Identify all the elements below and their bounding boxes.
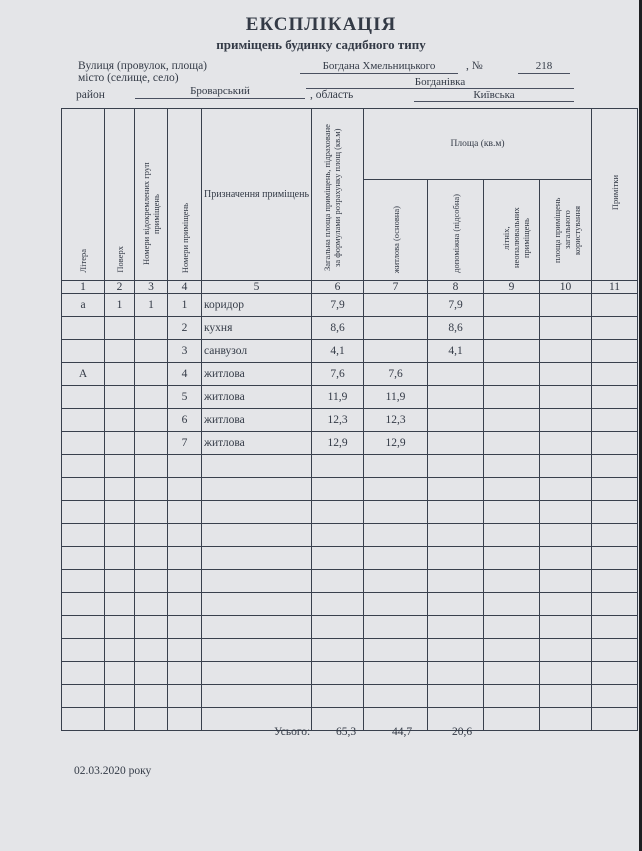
cell-notes — [592, 478, 638, 501]
cell-purpose — [202, 685, 312, 708]
cell-notes — [592, 455, 638, 478]
document-title: ЕКСПЛІКАЦІЯ — [245, 14, 397, 35]
empty-row — [62, 616, 638, 639]
cell-common-area — [540, 639, 592, 662]
cell-room — [168, 524, 202, 547]
col-living-label: житлова (основна) — [390, 205, 401, 273]
cell-purpose — [202, 455, 312, 478]
cell-summer-area — [484, 547, 540, 570]
cell-floor — [105, 432, 135, 455]
cell-floor — [105, 386, 135, 409]
column-number: 2 — [105, 281, 135, 294]
cell-group — [135, 524, 168, 547]
cell-room — [168, 478, 202, 501]
cell-common-area — [540, 593, 592, 616]
cell-litera — [62, 662, 105, 685]
cell-common-area — [540, 616, 592, 639]
cell-summer-area — [484, 616, 540, 639]
cell-living-area — [364, 685, 428, 708]
cell-notes — [592, 294, 638, 317]
cell-group — [135, 432, 168, 455]
cell-notes — [592, 501, 638, 524]
empty-row — [62, 524, 638, 547]
cell-summer-area — [484, 708, 540, 731]
col-living-header — [364, 180, 428, 281]
cell-notes — [592, 685, 638, 708]
col-group-header — [135, 109, 168, 281]
cell-total-area: 7,9 — [312, 294, 364, 317]
district-label: район — [76, 89, 105, 101]
cell-notes — [592, 547, 638, 570]
cell-litera — [62, 593, 105, 616]
area-group-label: Площа (кв.м) — [450, 139, 505, 149]
cell-purpose: житлова — [202, 432, 312, 455]
column-number: 11 — [592, 281, 638, 294]
header-row — [62, 109, 638, 180]
cell-floor — [105, 409, 135, 432]
table-row — [62, 340, 638, 363]
cell-floor — [105, 616, 135, 639]
cell-purpose: коридор — [202, 294, 312, 317]
number-value: 218 — [535, 60, 553, 72]
cell-room — [168, 593, 202, 616]
cell-aux-area — [428, 593, 484, 616]
cell-total-area — [312, 639, 364, 662]
district-underline — [135, 98, 305, 99]
cell-aux-area — [428, 547, 484, 570]
cell-group — [135, 685, 168, 708]
cell-aux-area — [428, 409, 484, 432]
cell-aux-area — [428, 639, 484, 662]
cell-room — [168, 455, 202, 478]
col-room-label: Номери приміщень — [179, 202, 190, 273]
cell-group — [135, 455, 168, 478]
cell-living-area — [364, 547, 428, 570]
cell-notes — [592, 662, 638, 685]
col-notes-header — [592, 109, 638, 281]
cell-aux-area: 4,1 — [428, 340, 484, 363]
cell-room: 1 — [168, 294, 202, 317]
col-notes-label: Примітки — [609, 175, 620, 211]
cell-floor — [105, 478, 135, 501]
cell-common-area — [540, 685, 592, 708]
cell-living-area — [364, 662, 428, 685]
cell-room — [168, 708, 202, 731]
cell-litera — [62, 616, 105, 639]
cell-total-area — [312, 593, 364, 616]
cell-floor — [105, 570, 135, 593]
cell-purpose — [202, 593, 312, 616]
cell-group — [135, 363, 168, 386]
cell-group — [135, 501, 168, 524]
document-date: 02.03.2020 року — [74, 765, 152, 777]
table-row — [62, 409, 638, 432]
col-litera-header — [62, 109, 105, 281]
cell-notes — [592, 386, 638, 409]
cell-living-area — [364, 501, 428, 524]
cell-common-area — [540, 432, 592, 455]
cell-group: 1 — [135, 294, 168, 317]
cell-floor — [105, 662, 135, 685]
cell-litera — [62, 386, 105, 409]
cell-purpose — [202, 639, 312, 662]
cell-purpose — [202, 524, 312, 547]
cell-group — [135, 317, 168, 340]
cell-floor — [105, 340, 135, 363]
cell-total-area — [312, 547, 364, 570]
cell-litera — [62, 455, 105, 478]
cell-litera — [62, 685, 105, 708]
cell-group — [135, 547, 168, 570]
col-room-header — [168, 109, 202, 281]
region-value: Київська — [473, 89, 515, 101]
cell-summer-area — [484, 409, 540, 432]
cell-notes — [592, 570, 638, 593]
table-row — [62, 432, 638, 455]
column-number: 1 — [62, 281, 105, 294]
cell-purpose — [202, 570, 312, 593]
cell-aux-area — [428, 524, 484, 547]
street-underline — [300, 73, 458, 74]
cell-room — [168, 639, 202, 662]
empty-row — [62, 593, 638, 616]
explication-table — [61, 108, 638, 731]
column-number: 10 — [540, 281, 592, 294]
number-label: , № — [466, 60, 483, 72]
cell-purpose — [202, 547, 312, 570]
cell-room — [168, 570, 202, 593]
empty-row — [62, 570, 638, 593]
cell-purpose: кухня — [202, 317, 312, 340]
cell-group — [135, 616, 168, 639]
cell-room: 3 — [168, 340, 202, 363]
cell-notes — [592, 524, 638, 547]
cell-summer-area — [484, 662, 540, 685]
cell-litera — [62, 501, 105, 524]
empty-row — [62, 455, 638, 478]
table-row — [62, 363, 638, 386]
cell-notes — [592, 708, 638, 731]
cell-room: 6 — [168, 409, 202, 432]
table-row — [62, 386, 638, 409]
cell-purpose — [202, 662, 312, 685]
cell-floor — [105, 501, 135, 524]
street-value: Богдана Хмельницького — [322, 60, 436, 72]
cell-common-area — [540, 363, 592, 386]
cell-total-area — [312, 685, 364, 708]
cell-living-area — [364, 455, 428, 478]
cell-purpose: житлова — [202, 363, 312, 386]
cell-notes — [592, 593, 638, 616]
cell-total-area: 8,6 — [312, 317, 364, 340]
cell-aux-area — [428, 685, 484, 708]
cell-notes — [592, 317, 638, 340]
cell-common-area — [540, 409, 592, 432]
cell-living-area — [364, 570, 428, 593]
street-label: Вулиця (провулок, площа) — [78, 60, 207, 72]
cell-common-area — [540, 455, 592, 478]
column-number: 9 — [484, 281, 540, 294]
cell-litera — [62, 478, 105, 501]
cell-total-area — [312, 478, 364, 501]
cell-total-area — [312, 501, 364, 524]
cell-total-area — [312, 455, 364, 478]
totals-total-area: 65,3 — [336, 726, 357, 738]
cell-group — [135, 570, 168, 593]
cell-litera: а — [62, 294, 105, 317]
col-summer-header — [484, 180, 540, 281]
cell-summer-area — [484, 455, 540, 478]
cell-common-area — [540, 524, 592, 547]
cell-purpose — [202, 478, 312, 501]
cell-living-area — [364, 294, 428, 317]
cell-common-area — [540, 478, 592, 501]
cell-total-area: 12,3 — [312, 409, 364, 432]
totals-living-area: 44,7 — [392, 726, 413, 738]
cell-litera — [62, 317, 105, 340]
cell-summer-area — [484, 432, 540, 455]
col-purpose-header — [202, 109, 312, 281]
cell-group — [135, 593, 168, 616]
cell-common-area — [540, 662, 592, 685]
cell-common-area — [540, 340, 592, 363]
cell-total-area: 4,1 — [312, 340, 364, 363]
cell-living-area — [364, 478, 428, 501]
cell-floor — [105, 524, 135, 547]
cell-room — [168, 547, 202, 570]
cell-floor — [105, 639, 135, 662]
cell-living-area: 7,6 — [364, 363, 428, 386]
cell-floor: 1 — [105, 294, 135, 317]
cell-floor — [105, 455, 135, 478]
cell-living-area — [364, 639, 428, 662]
cell-total-area — [312, 662, 364, 685]
cell-notes — [592, 616, 638, 639]
col-aux-label: допоміжна (підсобна) — [450, 194, 461, 273]
cell-summer-area — [484, 294, 540, 317]
cell-purpose: житлова — [202, 409, 312, 432]
cell-summer-area — [484, 570, 540, 593]
cell-living-area — [364, 340, 428, 363]
cell-aux-area: 7,9 — [428, 294, 484, 317]
table-row — [62, 294, 638, 317]
cell-summer-area — [484, 501, 540, 524]
cell-floor — [105, 593, 135, 616]
cell-summer-area — [484, 386, 540, 409]
cell-living-area: 11,9 — [364, 386, 428, 409]
totals-label: Усього: — [274, 726, 311, 738]
cell-aux-area — [428, 662, 484, 685]
cell-floor — [105, 317, 135, 340]
table-body — [62, 294, 638, 731]
empty-row — [62, 639, 638, 662]
empty-row — [62, 685, 638, 708]
col-purpose-label: Призначення приміщень — [203, 189, 310, 200]
number-underline — [518, 73, 570, 74]
col-common-header — [540, 180, 592, 281]
cell-litera — [62, 570, 105, 593]
col-total-header — [312, 109, 364, 281]
cell-group — [135, 340, 168, 363]
column-number: 7 — [364, 281, 428, 294]
cell-floor — [105, 685, 135, 708]
cell-common-area — [540, 547, 592, 570]
cell-litera — [62, 432, 105, 455]
cell-purpose — [202, 616, 312, 639]
cell-aux-area — [428, 455, 484, 478]
cell-summer-area — [484, 340, 540, 363]
city-value: Богданівка — [414, 76, 466, 88]
column-number: 5 — [202, 281, 312, 294]
district-value: Броварський — [190, 85, 250, 97]
col-floor-label: Поверх — [114, 246, 125, 273]
region-underline — [414, 101, 574, 102]
col-floor-header — [105, 109, 135, 281]
cell-common-area — [540, 386, 592, 409]
cell-total-area — [312, 616, 364, 639]
column-number: 3 — [135, 281, 168, 294]
cell-aux-area — [428, 478, 484, 501]
col-common-label: площа приміщень загального користування — [551, 197, 582, 263]
cell-purpose: санвузол — [202, 340, 312, 363]
cell-notes — [592, 363, 638, 386]
cell-litera — [62, 639, 105, 662]
cell-aux-area — [428, 570, 484, 593]
cell-group — [135, 386, 168, 409]
cell-summer-area — [484, 478, 540, 501]
cell-aux-area — [428, 501, 484, 524]
cell-summer-area — [484, 685, 540, 708]
cell-summer-area — [484, 363, 540, 386]
cell-aux-area — [428, 386, 484, 409]
cell-group — [135, 708, 168, 731]
empty-row — [62, 501, 638, 524]
empty-row — [62, 547, 638, 570]
cell-group — [135, 662, 168, 685]
cell-room: 4 — [168, 363, 202, 386]
cell-summer-area — [484, 639, 540, 662]
cell-notes — [592, 432, 638, 455]
cell-total-area: 12,9 — [312, 432, 364, 455]
cell-total-area: 11,9 — [312, 386, 364, 409]
cell-litera — [62, 340, 105, 363]
cell-room: 7 — [168, 432, 202, 455]
empty-row — [62, 478, 638, 501]
cell-group — [135, 478, 168, 501]
cell-common-area — [540, 708, 592, 731]
cell-floor — [105, 708, 135, 731]
cell-floor — [105, 547, 135, 570]
cell-total-area — [312, 524, 364, 547]
cell-room: 5 — [168, 386, 202, 409]
cell-aux-area: 8,6 — [428, 317, 484, 340]
cell-living-area — [364, 616, 428, 639]
document-subtitle: приміщень будинку садибного типу — [216, 37, 426, 52]
cell-summer-area — [484, 524, 540, 547]
cell-total-area — [312, 570, 364, 593]
cell-living-area — [364, 524, 428, 547]
cell-common-area — [540, 501, 592, 524]
column-numbers-row — [62, 281, 638, 294]
cell-litera — [62, 409, 105, 432]
city-label: місто (селище, село) — [78, 72, 179, 84]
cell-notes — [592, 340, 638, 363]
cell-common-area — [540, 294, 592, 317]
cell-litera — [62, 524, 105, 547]
col-group-label: Номери відокремлених груп приміщень — [141, 162, 161, 266]
totals-aux-area: 20,6 — [452, 726, 473, 738]
cell-aux-area — [428, 363, 484, 386]
cell-total-area: 7,6 — [312, 363, 364, 386]
cell-living-area — [364, 593, 428, 616]
column-number: 6 — [312, 281, 364, 294]
cell-litera — [62, 708, 105, 731]
cell-litera: А — [62, 363, 105, 386]
col-litera-label: Літера — [78, 249, 88, 273]
cell-floor — [105, 363, 135, 386]
cell-room — [168, 685, 202, 708]
empty-row — [62, 662, 638, 685]
cell-room: 2 — [168, 317, 202, 340]
cell-summer-area — [484, 317, 540, 340]
cell-common-area — [540, 570, 592, 593]
cell-summer-area — [484, 593, 540, 616]
cell-group — [135, 409, 168, 432]
cell-purpose: житлова — [202, 386, 312, 409]
cell-living-area: 12,3 — [364, 409, 428, 432]
col-aux-header — [428, 180, 484, 281]
cell-room — [168, 662, 202, 685]
cell-litera — [62, 547, 105, 570]
cell-purpose — [202, 501, 312, 524]
col-total-label: Загальна площа приміщень, підраховане за формулами розрахунку площ (кв.м) — [321, 124, 342, 272]
cell-notes — [592, 639, 638, 662]
region-label: , область — [310, 89, 354, 101]
area-group-header — [364, 109, 592, 180]
cell-notes — [592, 409, 638, 432]
cell-living-area — [364, 317, 428, 340]
table-row — [62, 317, 638, 340]
col-summer-label: літніх, неопалювальних приміщень — [500, 207, 531, 269]
cell-room — [168, 501, 202, 524]
cell-aux-area — [428, 432, 484, 455]
cell-room — [168, 616, 202, 639]
cell-group — [135, 639, 168, 662]
cell-living-area: 12,9 — [364, 432, 428, 455]
column-number: 4 — [168, 281, 202, 294]
column-number: 8 — [428, 281, 484, 294]
cell-common-area — [540, 317, 592, 340]
cell-aux-area — [428, 616, 484, 639]
